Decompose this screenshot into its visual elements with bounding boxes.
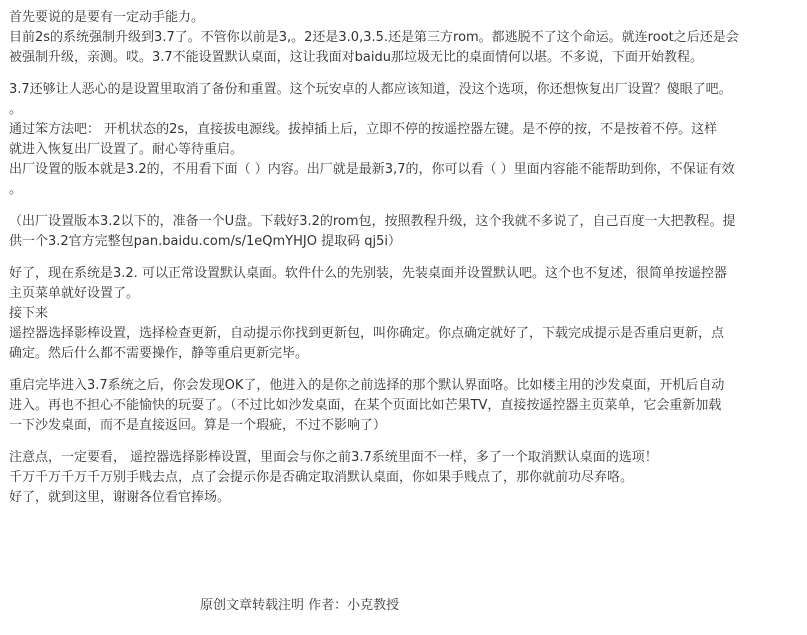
text-line: 供一个3.2官方完整包pan.baidu.com/s/1eQmYHJO 提取码 qj5i）	[9, 234, 401, 249]
paragraph-reset-method	[9, 120, 799, 200]
text-line: 。	[9, 102, 23, 117]
text-line: （出厂设置版本3.2以下的，准备一个U盘。下载好3.2的rom包，按照教程升级，这个我就不多说了，自己百度一大把教程。提	[9, 214, 736, 229]
article-body	[9, 8, 799, 508]
text-line: 注意点，一定要看， 遥控器选择影棒设置，里面会与你之前3.7系统里面不一样，多了一个取消默认桌面的选项！	[9, 450, 658, 465]
text-line: 好了，就到这里，谢谢各位看官捧场。	[9, 490, 231, 505]
text-line: 出厂设置的版本就是3.2的，不用看下面（ ）内容。出厂就是最新3,7的，你可以看（ ）里面内容能不能帮助到你，不保证有效	[9, 162, 735, 177]
author-credit: 原创文章转载注明 作者：小克教授	[200, 598, 400, 613]
text-line: 一下沙发桌面，而不是直接返回。算是一个瑕疵，不过不影响了）	[9, 418, 387, 433]
text-line: 首先要说的是要有一定动手能力。	[9, 10, 205, 25]
text-line: 重启完毕进入3.7系统之后，你会发现OK了，他进入的是你之前选择的那个默认界面咯。比如楼主用的沙发桌面，开机后自动	[9, 378, 725, 393]
text-line: 3.7还够让人恶心的是设置里取消了备份和重置。这个玩安卓的人都应该知道，没这个选项，你还想恢复出厂设置？傻眼了吧。	[9, 82, 732, 97]
paragraph-usb-upgrade	[9, 212, 799, 252]
text-line: 接下来	[9, 306, 49, 321]
text-line: 通过笨方法吧： 开机状态的2s，直接拔电源线。拔掉插上后，立即不停的按遥控器左键。是不停的按，不是按着不停。这样	[9, 122, 718, 137]
text-line: 被强制升级，亲测。哎。3.7不能设置默认桌面，这让我面对baidu那垃圾无比的桌面情何以堪。不多说，下面开始教程。	[9, 50, 703, 65]
paragraph-backup-removed	[9, 80, 799, 120]
text-line: 进入。再也不担心不能愉快的玩耍了。（不过比如沙发桌面，在某个页面比如芒果TV，直接按遥控器主页菜单，它会重新加载	[9, 398, 722, 413]
paragraph-intro	[9, 8, 799, 68]
paragraph-set-default	[9, 264, 799, 364]
text-line: 。	[9, 182, 23, 197]
text-line: 确定。然后什么都不需要操作，静等重启更新完毕。	[9, 346, 309, 361]
paragraph-after-reboot	[9, 376, 799, 436]
text-line: 主页菜单就好设置了。	[9, 286, 140, 301]
text-line: 遥控器选择影棒设置，选择检查更新，自动提示你找到更新包，叫你确定。你点确定就好了，下载完成提示是否重启更新，点	[9, 326, 725, 341]
paragraph-notes	[9, 448, 799, 508]
text-line: 目前2s的系统强制升级到3.7了。不管你以前是3,。2还是3.0,3.5.还是第三方rom。都逃脱不了这个命运。就连root之后还是会	[9, 30, 739, 45]
text-line: 好了，现在系统是3.2. 可以正常设置默认桌面。软件什么的先别装，先装桌面并设置默认吧。这个也不复述，很简单按遥控器	[9, 266, 727, 281]
text-line: 千万千万千万千万别手贱去点，点了会提示你是否确定取消默认桌面，你如果手贱点了，那你就前功尽弃咯。	[9, 470, 634, 485]
text-line: 就进入恢复出厂设置了。耐心等待重启。	[9, 142, 244, 157]
